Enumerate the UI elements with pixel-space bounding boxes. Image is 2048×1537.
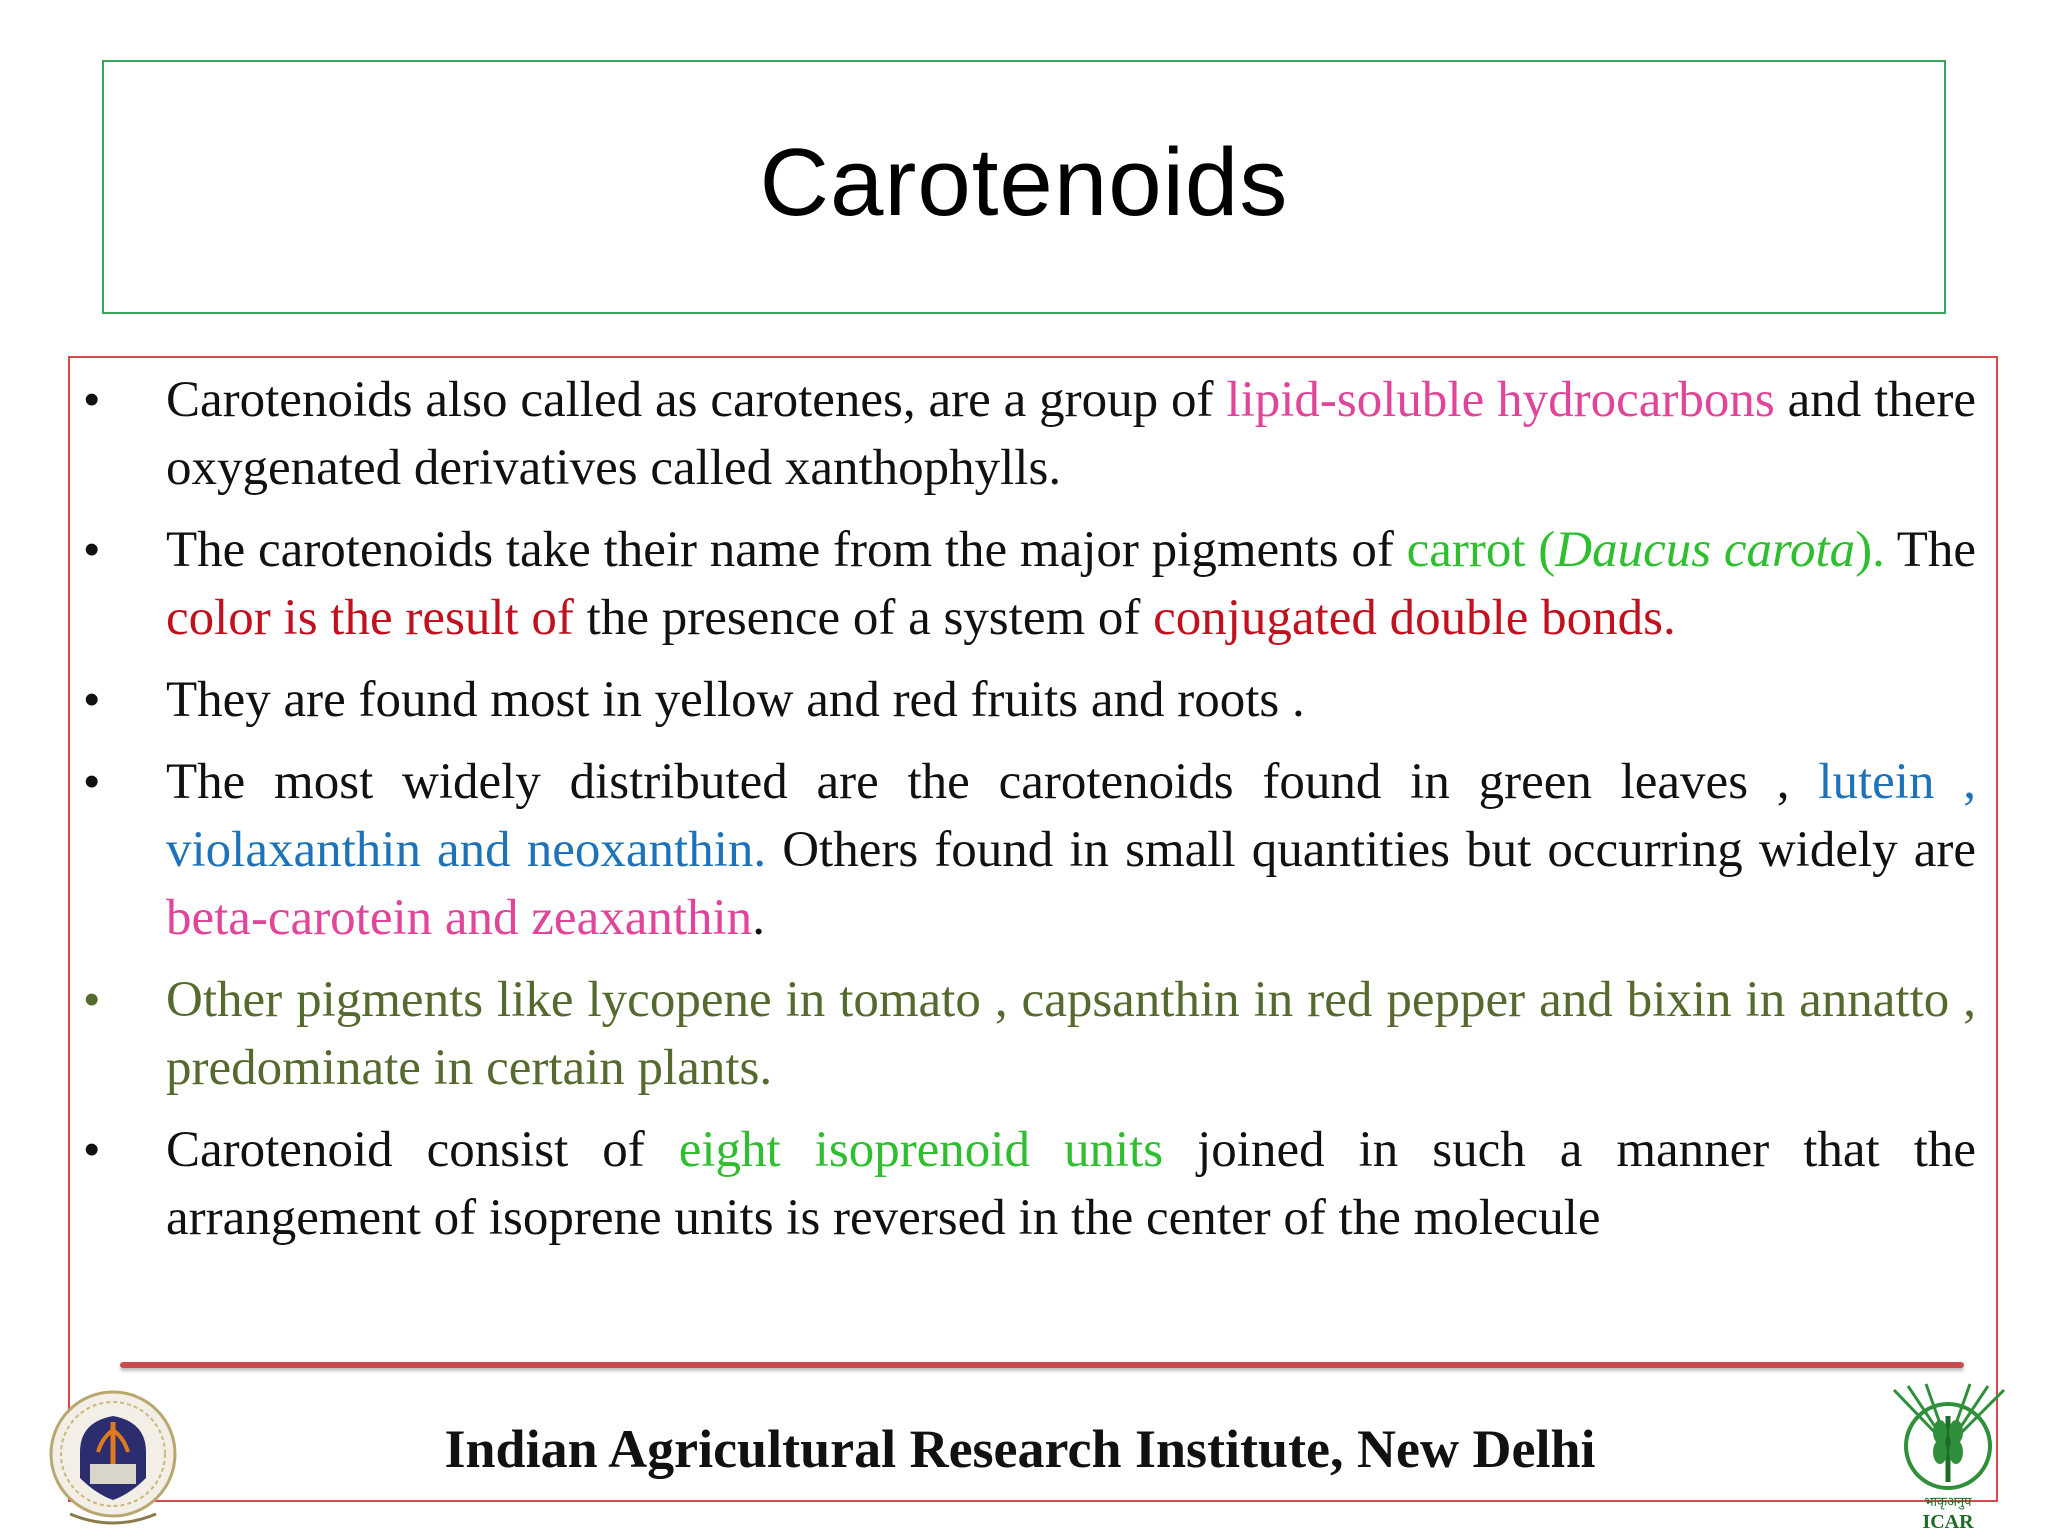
bullet-marker: • [84,375,100,424]
icar-logo-icon [1886,1382,2016,1532]
icar-logo-text: ICAR [1922,1511,1974,1532]
text-segment: and there oxygenated derivatives called xanthophylls. [166,372,1977,496]
text-segment: . [752,890,765,946]
text-segment: The carotenoids take their name from the major pigments of [166,522,1407,578]
bullet-list [84,366,1977,1266]
highlight-carrot: carrot ( [1406,522,1556,578]
bullet-marker: • [84,675,100,724]
highlight-isoprenoid: eight isoprenoid units [678,1122,1164,1178]
footer-divider [120,1362,1964,1368]
iari-emblem-icon [40,1382,186,1532]
highlight-conjugated-bonds: conjugated double bonds. [1153,590,1676,646]
bullet-item [84,1116,1976,1252]
highlight-color-result: color is the result of [166,590,574,646]
text-segment: Others found in small quantities but occurring widely are [766,822,1976,878]
bullet-item [84,966,1976,1102]
bullet-marker: • [84,975,100,1024]
text-segment: They are found most in yellow and red fruits and roots . [166,672,1305,728]
text-segment: The most widely distributed are the carotenoids found in green leaves , [166,754,1819,810]
bullet-item [84,516,1976,652]
bullet-marker: • [84,525,100,574]
bullet-item [84,666,1976,734]
text-segment: The [1884,522,1976,578]
text-segment: Carotenoids also called as carotenes, are a group of [166,372,1227,428]
highlight-beta-carotein: beta-carotein and zeaxanthin [166,890,753,946]
text-segment-olive: Other pigments like lycopene in tomato , capsanthin in red pepper and bixin in annatto , predominate in certain plants. [166,972,1976,1096]
highlight-lutein: lutein , violaxanthin and neoxanthin. [166,754,1976,878]
highlight-carrot-close: ). [1855,522,1885,578]
text-segment: the presence of a system of [573,590,1154,646]
text-segment: Carotenoid consist of [166,1122,679,1178]
highlight-species-name: Daucus carota [1555,522,1856,578]
svg-text:भाकृअनुप: भाकृअनुप [1924,1495,1972,1510]
bullet-marker: • [84,1125,100,1174]
title-box [102,60,1946,314]
bullet-marker: • [84,757,100,806]
highlight-lipid-soluble: lipid-soluble hydrocarbons [1226,372,1775,428]
text-segment: joined in such a manner that the arrangement of isoprene units is reversed in the center of the molecule [166,1122,1976,1246]
bullet-item [84,748,1976,952]
bullet-item [84,366,1977,502]
slide-title: Carotenoids [759,129,1289,236]
institute-name: Indian Agricultural Research Institute, New Delhi [444,1419,1596,1479]
